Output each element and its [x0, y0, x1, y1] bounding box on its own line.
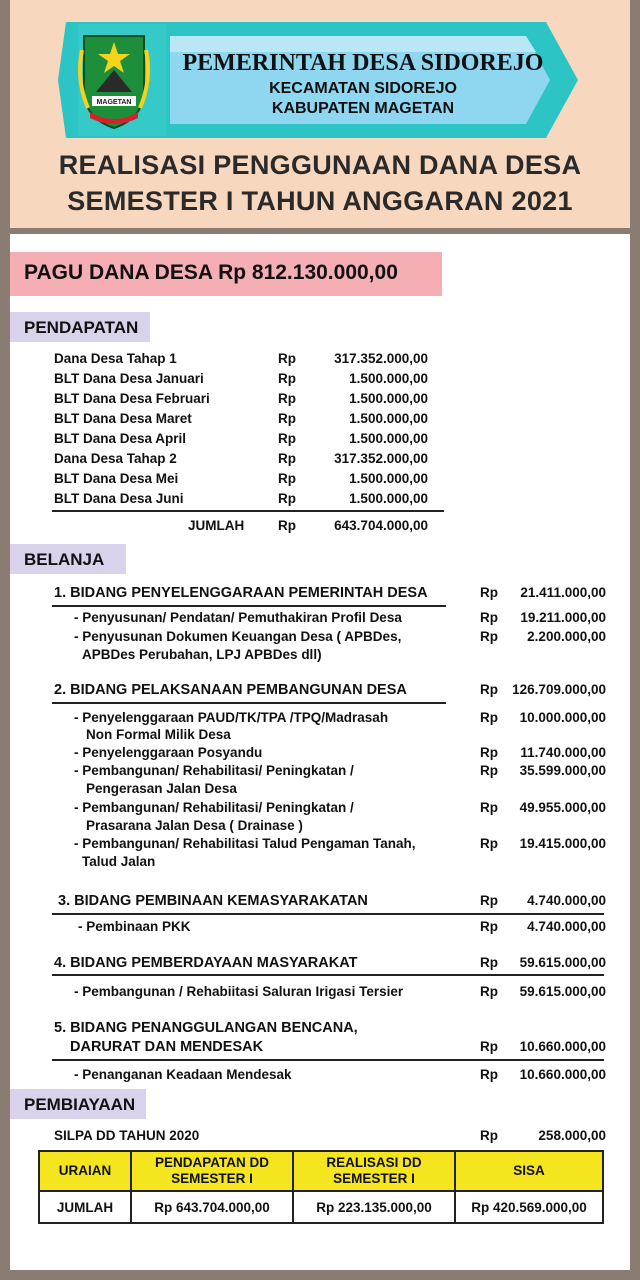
summary-realisasi: Rp 223.135.000,00: [293, 1191, 455, 1223]
field-2-item: - Penyelenggaraan Posyandu: [74, 745, 263, 760]
income-amount: 1.500.000,00: [349, 491, 428, 506]
report-title-line1: REALISASI PENGGUNAAN DANA DESA: [58, 150, 582, 180]
currency-label: Rp: [278, 411, 296, 426]
col-header-uraian: URAIAN: [39, 1151, 131, 1191]
field-2-item: - Pembangunan/ Rehabilitasi Talud Pengaman Tanah,: [74, 836, 416, 851]
income-label: BLT Dana Desa Maret: [54, 411, 192, 426]
field-2-item-cont: Non Formal Milik Desa: [86, 727, 231, 742]
currency-label: Rp: [278, 491, 296, 506]
income-amount: 1.500.000,00: [349, 471, 428, 486]
divider: [52, 1059, 604, 1061]
section-pembiayaan: PEMBIAYAAN: [10, 1089, 146, 1119]
field-1-amount: 21.411.000,00: [520, 585, 606, 600]
summary-header-row: [39, 1151, 603, 1191]
divider: [52, 702, 446, 704]
income-label: Dana Desa Tahap 2: [54, 451, 177, 466]
field-2-item-cont: Pengerasan Jalan Desa: [86, 781, 237, 796]
field-2-item-amount: 35.599.000,00: [519, 763, 606, 778]
section-pendapatan: PENDAPATAN: [10, 312, 150, 342]
field-1-item-amount: 2.200.000,00: [527, 629, 606, 644]
field-1-item: - Penyusunan Dokumen Keuangan Desa ( APBDes,: [74, 629, 402, 644]
field-2-item-amount: 49.955.000,00: [519, 800, 606, 815]
currency-label: Rp: [480, 1039, 498, 1054]
currency-label: Rp: [480, 682, 498, 697]
field-1-item-cont: APBDes Perubahan, LPJ APBDes dll): [82, 647, 322, 662]
currency-label: Rp: [480, 984, 498, 999]
magetan-emblem-icon: [76, 30, 152, 130]
currency-label: Rp: [278, 518, 296, 533]
field-2-title: 2. BIDANG PELAKSANAAN PEMBANGUNAN DESA: [54, 682, 407, 698]
currency-label: Rp: [278, 391, 296, 406]
currency-label: Rp: [480, 629, 498, 644]
col-header-text: PENDAPATAN DD: [155, 1155, 269, 1170]
silpa-amount: 258.000,00: [538, 1128, 606, 1143]
summary-sisa: Rp 420.569.000,00: [455, 1191, 603, 1223]
currency-label: Rp: [480, 585, 498, 600]
income-label: BLT Dana Desa Juni: [54, 491, 184, 506]
income-label: BLT Dana Desa April: [54, 431, 187, 446]
government-name: PEMERINTAH DESA SIDOREJO: [182, 50, 544, 76]
field-3-item-amount: 4.740.000,00: [527, 919, 606, 934]
field-4-item: - Pembangunan / Rehabiitasi Saluran Irigasi Tersier: [74, 984, 404, 999]
income-amount: 1.500.000,00: [349, 391, 428, 406]
income-label: BLT Dana Desa Januari: [54, 371, 204, 386]
currency-label: Rp: [480, 836, 498, 851]
field-1-title: 1. BIDANG PENYELENGGARAAN PEMERINTAH DESA: [54, 585, 428, 601]
col-header-text: SEMESTER I: [333, 1171, 415, 1186]
table-row: [39, 1191, 603, 1223]
currency-label: Rp: [480, 1128, 498, 1143]
currency-label: Rp: [480, 610, 498, 625]
currency-label: Rp: [480, 710, 498, 725]
income-total-amount: 643.704.000,00: [334, 518, 428, 533]
summary-row-label: JUMLAH: [39, 1191, 131, 1223]
header-panel: [10, 0, 630, 228]
field-3-amount: 4.740.000,00: [527, 893, 606, 908]
report-title-line2: SEMESTER I TAHUN ANGGARAN 2021: [67, 186, 573, 216]
income-amount: 1.500.000,00: [349, 411, 428, 426]
section-belanja: BELANJA: [10, 544, 126, 574]
currency-label: Rp: [480, 1067, 498, 1082]
col-header-sisa: SISA: [455, 1151, 603, 1191]
summary-pendapatan: Rp 643.704.000,00: [131, 1191, 293, 1223]
currency-label: Rp: [480, 955, 498, 970]
field-5-title: 5. BIDANG PENANGGULANGAN BENCANA,: [54, 1020, 358, 1036]
currency-label: Rp: [480, 919, 498, 934]
currency-label: Rp: [480, 800, 498, 815]
field-2-item: - Pembangunan/ Rehabilitasi/ Peningkatan /: [74, 800, 354, 815]
field-2-item: - Penyelenggaraan PAUD/TK/TPA /TPQ/Madrasah: [74, 710, 389, 725]
income-amount: 317.352.000,00: [334, 351, 428, 366]
currency-label: Rp: [480, 763, 498, 778]
currency-label: Rp: [278, 451, 296, 466]
field-4-item-amount: 59.615.000,00: [519, 984, 606, 999]
field-5-amount: 10.660.000,00: [519, 1039, 606, 1054]
currency-label: Rp: [278, 371, 296, 386]
income-label: BLT Dana Desa Februari: [54, 391, 210, 406]
district-name: KECAMATAN SIDOREJO: [269, 80, 457, 97]
emblem-text: MAGETAN: [96, 99, 132, 106]
field-2-item-amount: 10.000.000,00: [519, 710, 606, 725]
field-1-item-amount: 19.211.000,00: [520, 610, 606, 625]
field-5-title-cont: DARURAT DAN MENDESAK: [70, 1039, 264, 1055]
field-1-item: - Penyusunan/ Pendatan/ Pemuthakiran Profil Desa: [74, 610, 402, 625]
field-2-item-cont: Talud Jalan: [82, 854, 156, 869]
income-total-label: JUMLAH: [188, 518, 245, 533]
field-3-item: - Pembinaan PKK: [78, 919, 191, 934]
field-5-item-amount: 10.660.000,00: [519, 1067, 606, 1082]
field-2-item-amount: 19.415.000,00: [519, 836, 606, 851]
currency-label: Rp: [278, 431, 296, 446]
col-header-text: SEMESTER I: [171, 1171, 253, 1186]
report-body: [10, 234, 630, 1270]
currency-label: Rp: [480, 893, 498, 908]
regency-name: KABUPATEN MAGETAN: [271, 100, 455, 117]
currency-label: Rp: [480, 745, 498, 760]
pagu-banner: PAGU DANA DESA Rp 812.130.000,00: [10, 252, 442, 296]
col-header-realisasi: [293, 1151, 455, 1191]
currency-label: Rp: [278, 471, 296, 486]
income-amount: 1.500.000,00: [349, 431, 428, 446]
field-2-amount: 126.709.000,00: [512, 682, 606, 697]
divider: [52, 913, 604, 915]
field-5-item: - Penanganan Keadaan Mendesak: [74, 1067, 292, 1082]
summary-table: [38, 1150, 604, 1224]
col-header-text: REALISASI DD: [326, 1155, 422, 1170]
income-amount: 317.352.000,00: [334, 451, 428, 466]
field-2-item-cont: Prasarana Jalan Desa ( Drainase ): [86, 818, 303, 833]
income-amount: 1.500.000,00: [349, 371, 428, 386]
field-2-item-amount: 11.740.000,00: [520, 745, 606, 760]
divider: [52, 605, 446, 607]
field-3-title: 3. BIDANG PEMBINAAN KEMASYARAKATAN: [58, 893, 368, 909]
divider: [52, 974, 604, 976]
field-4-title: 4. BIDANG PEMBERDAYAAN MASYARAKAT: [54, 955, 358, 971]
field-4-amount: 59.615.000,00: [519, 955, 606, 970]
divider: [52, 510, 444, 512]
field-2-item: - Pembangunan/ Rehabilitasi/ Peningkatan /: [74, 763, 354, 778]
currency-label: Rp: [278, 351, 296, 366]
income-label: Dana Desa Tahap 1: [54, 351, 177, 366]
col-header-pendapatan: [131, 1151, 293, 1191]
silpa-label: SILPA DD TAHUN 2020: [54, 1128, 200, 1143]
income-label: BLT Dana Desa Mei: [54, 471, 179, 486]
